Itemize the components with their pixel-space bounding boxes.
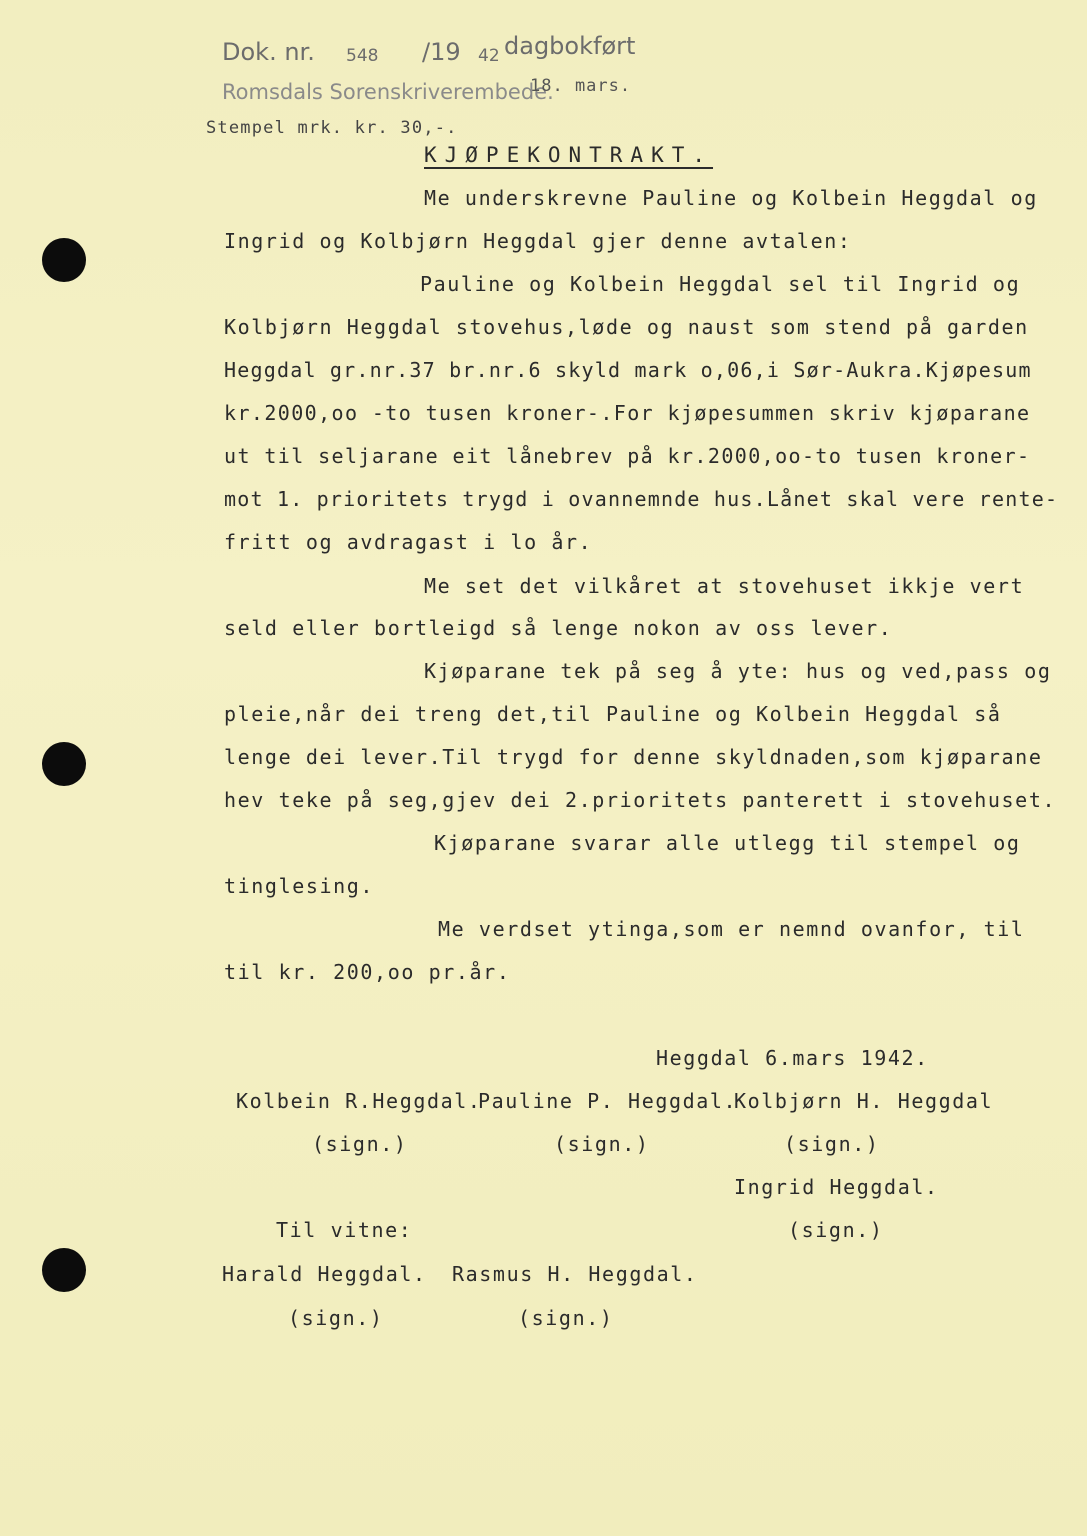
body-line-7: ut til seljarane eit lånebrev på kr.2000,oo-to tusen kroner- — [224, 444, 1031, 468]
witness-name-1: Harald Heggdal. — [222, 1262, 427, 1286]
witness-label: Til vitne: — [276, 1218, 413, 1242]
body-line-9: fritt og avdragast i lo år. — [224, 530, 593, 554]
signature-name-3: Kolbjørn H. Heggdal — [734, 1089, 994, 1113]
punch-hole-middle — [42, 742, 86, 786]
body-line-16: Kjøparane svarar alle utlegg til stempel og — [434, 831, 1021, 855]
body-line-11: seld eller bortleigd så lenge nokon av oss lever. — [224, 616, 893, 640]
place-date: Heggdal 6.mars 1942. — [656, 1046, 929, 1070]
signature-name-1: Kolbein R.Heggdal. — [236, 1089, 482, 1113]
body-line-18: Me verdset ytinga,som er nemnd ovanfor, til — [438, 917, 1025, 941]
witness-name-2: Rasmus H. Heggdal. — [452, 1262, 698, 1286]
year-suffix: 42 — [478, 46, 500, 66]
body-line-15: hev teke på seg,gjev dei 2.prioritets panterett i stovehuset. — [224, 788, 1057, 812]
body-line-4: Kolbjørn Heggdal stovehus,løde og naust som stend på garden — [224, 315, 1029, 339]
year-prefix: /19 — [422, 38, 461, 66]
body-line-12: Kjøparane tek på seg å yte: hus og ved,pass og — [424, 659, 1052, 683]
signature-note-3: (sign.) — [784, 1132, 880, 1156]
stamp-fee: Stempel mrk. kr. 30,-. — [206, 118, 458, 138]
document-title: KJØPEKONTRAKT. — [424, 143, 714, 167]
witness-note-2: (sign.) — [518, 1306, 614, 1330]
signature-name-2: Pauline P. Heggdal. — [478, 1089, 738, 1113]
body-line-2: Ingrid og Kolbjørn Heggdal gjer denne avtalen: — [224, 229, 852, 253]
signature-name-4: Ingrid Heggdal. — [734, 1175, 939, 1199]
body-line-1: Me underskrevne Pauline og Kolbein Heggdal og — [424, 186, 1038, 210]
signature-note-4: (sign.) — [788, 1218, 884, 1242]
body-line-6: kr.2000,oo -to tusen kroner-.For kjøpesummen skriv kjøparane — [224, 401, 1031, 425]
body-line-17: tinglesing. — [224, 874, 375, 898]
body-line-3: Pauline og Kolbein Heggdal sel til Ingrid og — [420, 272, 1021, 296]
body-line-5: Heggdal gr.nr.37 br.nr.6 skyld mark o,06,i Sør-Aukra.Kjøpesum — [224, 358, 1032, 382]
body-line-19: til kr. 200,oo pr.år. — [224, 960, 511, 984]
dok-label: Dok. nr. — [222, 38, 315, 66]
witness-note-1: (sign.) — [288, 1306, 384, 1330]
body-line-13: pleie,når dei treng det,til Pauline og Kolbein Heggdal så — [224, 702, 1002, 726]
signature-note-2: (sign.) — [554, 1132, 650, 1156]
punch-hole-bottom — [42, 1248, 86, 1292]
signature-note-1: (sign.) — [312, 1132, 408, 1156]
body-line-10: Me set det vilkåret at stovehuset ikkje vert — [424, 574, 1025, 598]
status-stamp: dagbokført — [504, 32, 636, 60]
body-line-14: lenge dei lever.Til trygd for denne skyldnaden,som kjøparane — [224, 745, 1043, 769]
dok-number: 548 — [346, 46, 379, 66]
body-line-8: mot 1. prioritets trygd i ovannemnde hus.Lånet skal vere rente- — [224, 487, 1059, 511]
stamp-date: 18. mars. — [530, 76, 632, 96]
punch-hole-top — [42, 238, 86, 282]
office-stamp: Romsdals Sorenskriverembede. — [222, 80, 554, 104]
